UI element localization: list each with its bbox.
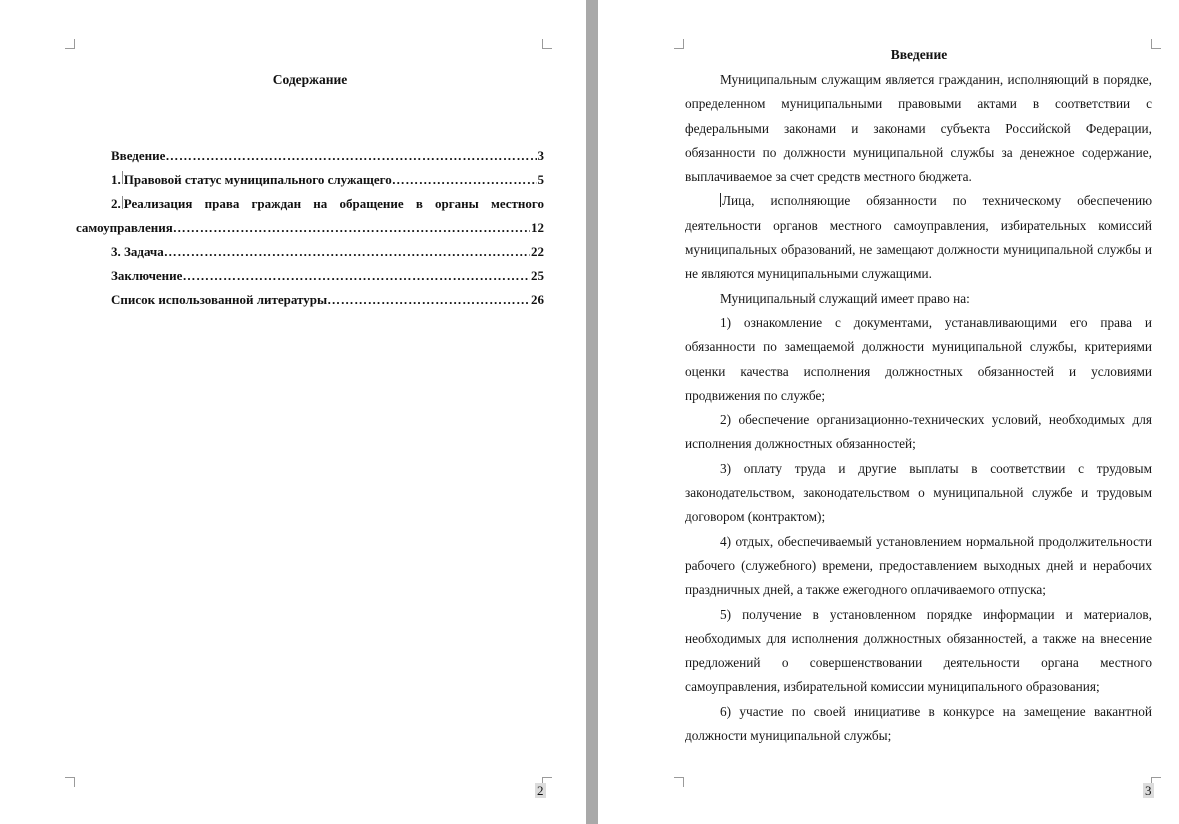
margin-corner-mark	[65, 39, 75, 49]
paragraph: 3) оплату труда и другие выплаты в соответствии с трудовым законодательством, законодательством о муниципальной службе и трудовым договором (контрактом);	[685, 460, 1152, 525]
toc-leader-dots	[173, 216, 530, 240]
toc-entry	[76, 192, 544, 216]
toc-entry-prefix: 1.	[111, 172, 121, 187]
toc-entry-page: 5	[537, 172, 544, 187]
page-number: 2	[537, 783, 544, 798]
toc-leader-dots	[392, 168, 537, 192]
toc-entry-label: Правовой статус муниципального служащего	[123, 172, 392, 187]
paragraph: 4) отдых, обеспечиваемый установлением нормальной продолжительности рабочего (служебного) времени, предоставлением выходных дней и нерабочих праздничных дней, а также ежегодного оплачиваемого отпуска;	[685, 533, 1152, 598]
paragraph: Муниципальным служащим является гражданин, исполняющий в порядке, определенном муниципальными правовыми актами в соответствии с федеральными законами и законами субъекта Российской Федерации, обязанности по должности муниципальной службы за денежное содержание, выплачиваемое за счет средств местного бюджета.	[685, 72, 1152, 185]
toc-entry-label-line1: Реализация права граждан на обращение в органы местного	[123, 196, 544, 211]
text-cursor	[720, 193, 721, 207]
toc-entry-page: 25	[531, 268, 544, 283]
toc-entry-continuation	[76, 216, 544, 240]
paragraph: Муниципальный служащий имеет право на:	[720, 290, 970, 306]
paragraph: 5) получение в установленном порядке информации и материалов, необходимых для исполнения должностных обязанностей, а также на внесение предложений о совершенствовании деятельности органа местного самоуправления, избирательной комиссии муниципального образования;	[685, 606, 1152, 695]
toc-entry	[76, 240, 544, 264]
format-mark	[122, 196, 123, 209]
toc-entry-prefix: 2.	[111, 196, 121, 211]
section-heading: Введение	[890, 47, 948, 62]
toc-entry-page: 3	[537, 148, 544, 163]
toc-entry-page: 22	[531, 244, 544, 259]
toc-title: Содержание	[272, 72, 348, 87]
paragraph-text: Лица, исполняющие обязанности по техническому обеспечению деятельности органов местного самоуправления, избирательных комиссий муниципальных образований, не замещают должности муниципальной службы и не являются муниципальными служащими.	[685, 193, 1152, 282]
margin-corner-mark	[674, 39, 684, 49]
toc-leader-dots	[164, 240, 530, 264]
toc-entry-label: Список использованной литературы	[111, 292, 328, 307]
margin-corner-mark	[674, 777, 684, 787]
document-page-3[interactable]	[598, 0, 1179, 824]
toc-entry-label: Введение	[111, 148, 166, 163]
document-page-2[interactable]	[0, 0, 586, 824]
toc-entry	[76, 168, 544, 192]
format-mark	[122, 171, 123, 184]
toc-entry	[76, 264, 544, 288]
toc-leader-dots	[182, 264, 530, 288]
toc-entry-label: 3. Задача	[111, 244, 164, 259]
toc-entry	[76, 288, 544, 312]
toc-entry-page: 12	[531, 220, 544, 235]
toc-leader-dots	[165, 144, 536, 168]
paragraph	[685, 189, 1152, 286]
toc-entry-page: 26	[531, 292, 544, 307]
paragraph: 6) участие по своей инициативе в конкурсе на замещение вакантной должности муниципальной службы;	[685, 703, 1152, 744]
paragraph: 1) ознакомление с документами, устанавливающими его права и обязанности по замещаемой должности муниципальной службы, критериями оценки качества исполнения должностных обязанностей и условиями продвижения по службе;	[685, 314, 1152, 403]
paragraph: 2) обеспечение организационно-технических условий, необходимых для исполнения должностных обязанностей;	[685, 412, 1152, 452]
page-number: 3	[1145, 783, 1152, 798]
toc-entry-label-line2: самоуправления	[76, 220, 173, 235]
body-text[interactable]	[685, 68, 1152, 748]
toc-entry	[76, 144, 544, 168]
margin-corner-mark	[542, 39, 552, 49]
margin-corner-mark	[65, 777, 75, 787]
table-of-contents	[76, 144, 544, 312]
toc-leader-dots	[327, 288, 530, 312]
toc-entry-label: Заключение	[111, 268, 183, 283]
